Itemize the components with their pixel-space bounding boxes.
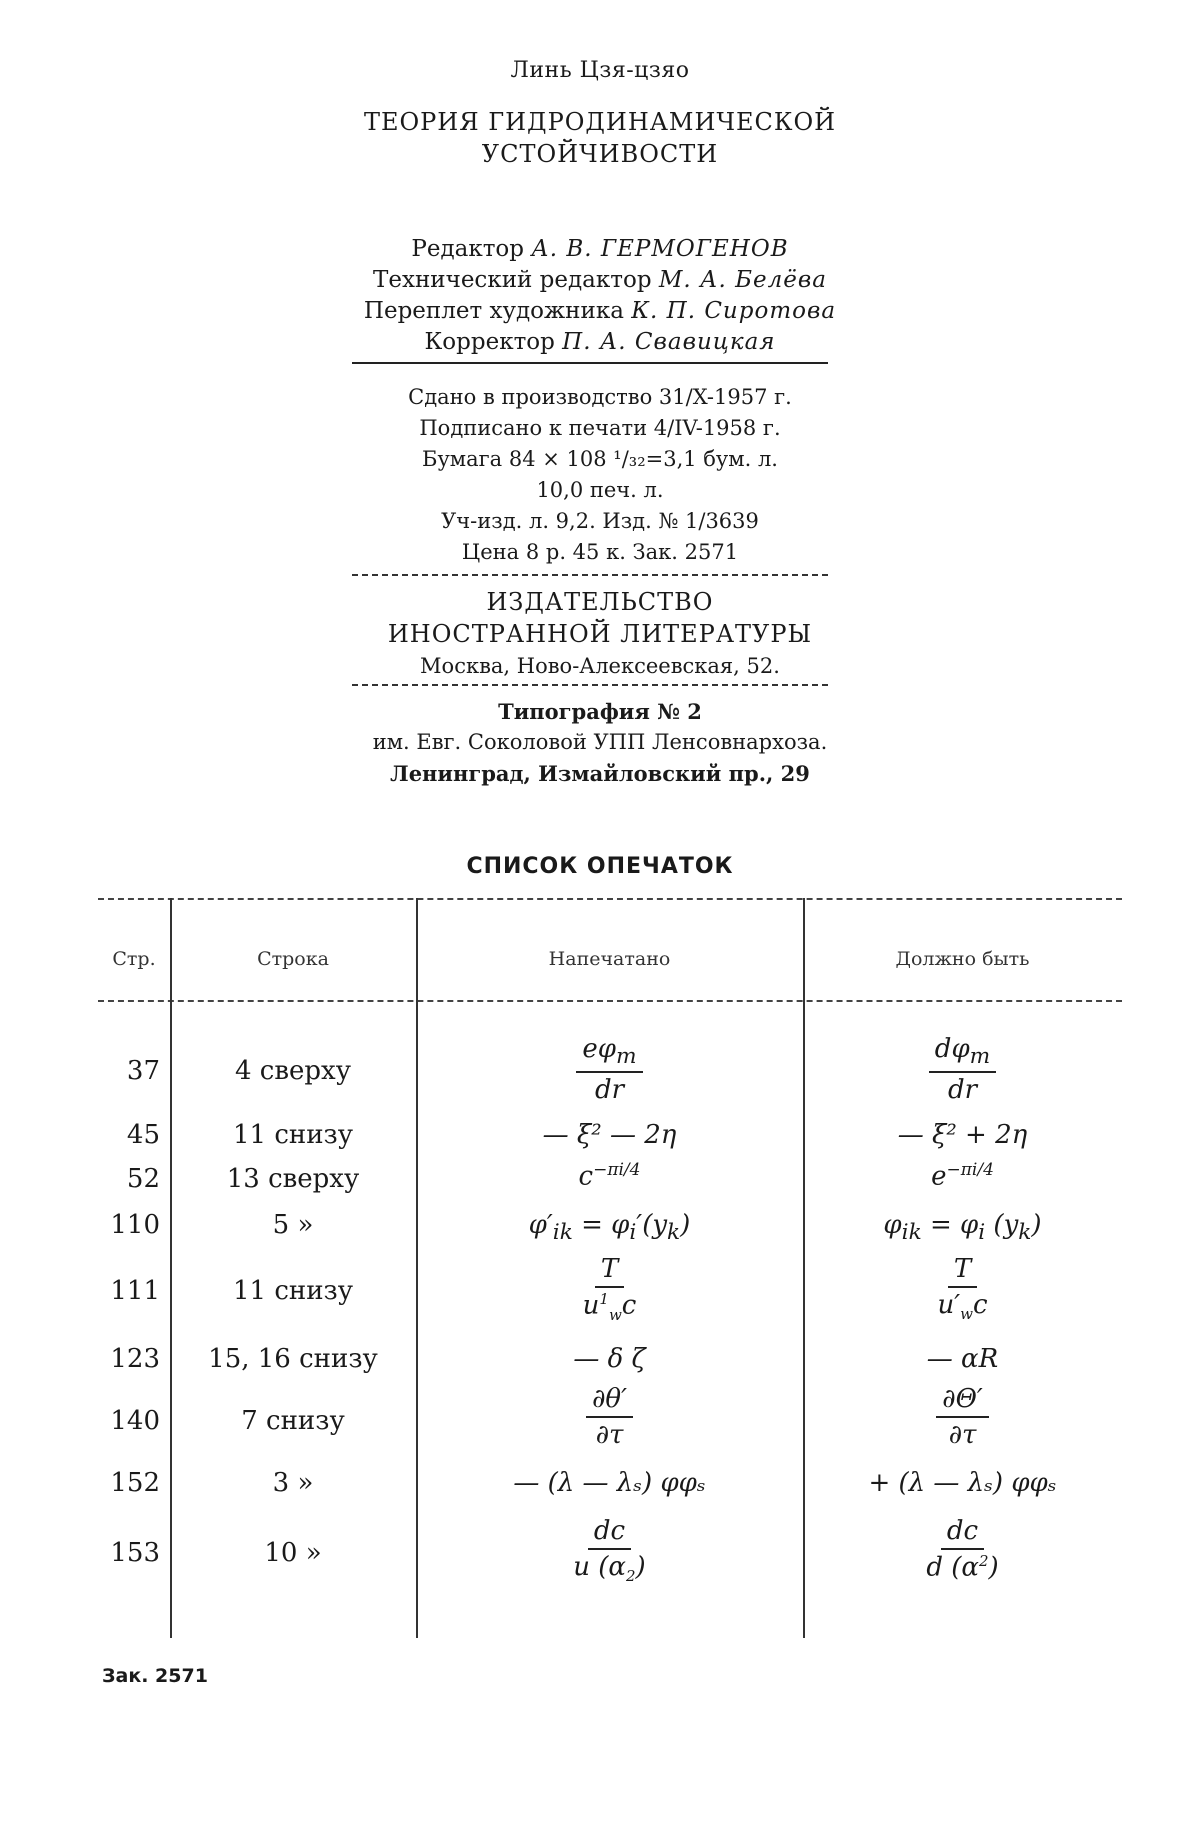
table-row-line: 5 » xyxy=(272,1210,314,1240)
staff-cover-artist: Переплет художника К. П. Сиротова xyxy=(363,298,837,324)
book-title-line2: УСТОЙЧИВОСТИ xyxy=(481,140,719,168)
table-row-page: 37 xyxy=(126,1056,160,1086)
should-be-expression: — αR xyxy=(926,1344,999,1374)
divider xyxy=(352,684,828,686)
printed-expression: — ξ² — 2η xyxy=(542,1120,677,1150)
table-row-page: 111 xyxy=(110,1276,160,1306)
header-line: Строка xyxy=(257,948,329,970)
printed-expression: $\varphi'_{ik} = \varphi_i'(y_k)$ xyxy=(528,1210,691,1246)
printed-fraction: $\frac{\partial\theta'}{\partial\tau}$ xyxy=(416,1384,803,1450)
table-row-line: 10 » xyxy=(264,1538,322,1568)
table-row-line: 3 » xyxy=(272,1468,314,1498)
table-row-page: 140 xyxy=(110,1406,160,1436)
staff-editor: Редактор А. В. ГЕРМОГЕНОВ xyxy=(411,236,789,262)
should-be-fraction: $\frac{dc}{d (\alpha^2)}$ xyxy=(926,1516,999,1583)
staff-tech-editor: Технический редактор М. А. Белёва xyxy=(373,267,827,293)
staff-list xyxy=(0,234,1200,358)
should-be-expression: $\varphi_{ik} = \varphi_i$ $(y_k)$ xyxy=(883,1210,1042,1246)
printed-fraction: $\frac{e\varphi_m}{dr}$ xyxy=(416,1034,803,1105)
errata-table xyxy=(98,898,1122,1638)
should-be-fraction: $\frac{\partial\Theta'}{\partial\tau}$ xyxy=(803,1384,1122,1450)
book-title-line1: ТЕОРИЯ ГИДРОДИНАМИЧЕСКОЙ xyxy=(363,108,837,136)
should-be-expression: + (λ — λₛ) φφₛ xyxy=(868,1468,1057,1498)
table-row-page: 52 xyxy=(126,1164,160,1194)
should-be-expression: — ξ² + 2η xyxy=(897,1120,1028,1150)
printer-block: Типография № 2 им. Евг. Соколовой УПП Ленсовнархоза. Ленинград, Измайловский пр., 29 xyxy=(372,699,828,786)
table-row-line: 11 снизу xyxy=(232,1120,354,1150)
table-row-line: 7 снизу xyxy=(241,1406,345,1436)
column-divider xyxy=(170,898,172,1638)
printed-expression: — δ ζ xyxy=(573,1344,646,1374)
table-row-page: 45 xyxy=(126,1120,160,1150)
table-row-line: 4 сверху xyxy=(235,1056,351,1086)
table-row-page: 152 xyxy=(110,1468,160,1498)
printed-fraction: $\frac{dc}{u (\alpha_2)}$ xyxy=(573,1516,646,1586)
table-row-line: 15, 16 снизу xyxy=(208,1344,378,1374)
publisher-block: ИЗДАТЕЛЬСТВО ИНОСТРАННОЙ ЛИТЕРАТУРЫ Москва, Ново-Алексеевская, 52. xyxy=(387,588,813,678)
divider xyxy=(352,574,828,576)
should-be-fraction: $\frac{d\varphi_m}{dr}$ xyxy=(803,1034,1122,1105)
publication-details: Сдано в производство 31/X-1957 г. Подписано к печати 4/IV-1958 г. Бумага 84 × 108 ¹/₃₂=3,1 бум. л. 10,0 печ. л. Уч-изд. л. 9,2. Изд. № 1/3639 Цена 8 р. 45 к. Зак. 2571 xyxy=(408,385,792,564)
staff-proofreader: Корректор П. А. Свавицкая xyxy=(424,329,776,355)
should-be-expression: $e^{-\pi i/4}$ xyxy=(931,1160,994,1192)
table-header-rule xyxy=(98,1000,1122,1002)
table-row-line: 13 сверху xyxy=(226,1164,360,1194)
divider xyxy=(352,362,828,364)
table-row-page: 153 xyxy=(110,1538,160,1568)
table-row-line: 11 снизу xyxy=(232,1276,354,1306)
author-name: Линь Цзя-цзяо xyxy=(510,58,690,83)
table-top-rule xyxy=(98,898,1122,900)
table-row-page: 110 xyxy=(110,1210,160,1240)
book-title xyxy=(0,106,1200,170)
printed-fraction: $\frac{T}{u^1_wc}$ xyxy=(582,1254,637,1324)
header-printed: Напечатано xyxy=(548,948,671,970)
table-row-page: 123 xyxy=(110,1344,160,1374)
printed-expression: — (λ — λₛ) φφₛ xyxy=(513,1468,706,1498)
printed-expression: $c^{-\pi i/4}$ xyxy=(578,1160,641,1192)
header-should-be: Должно быть xyxy=(895,948,1030,970)
header-page: Стр. xyxy=(112,948,156,970)
errata-title: СПИСОК ОПЕЧАТОК xyxy=(466,854,734,879)
order-number: Зак. 2571 xyxy=(102,1665,208,1687)
should-be-fraction: $\frac{T}{u'_wc}$ xyxy=(937,1254,988,1324)
